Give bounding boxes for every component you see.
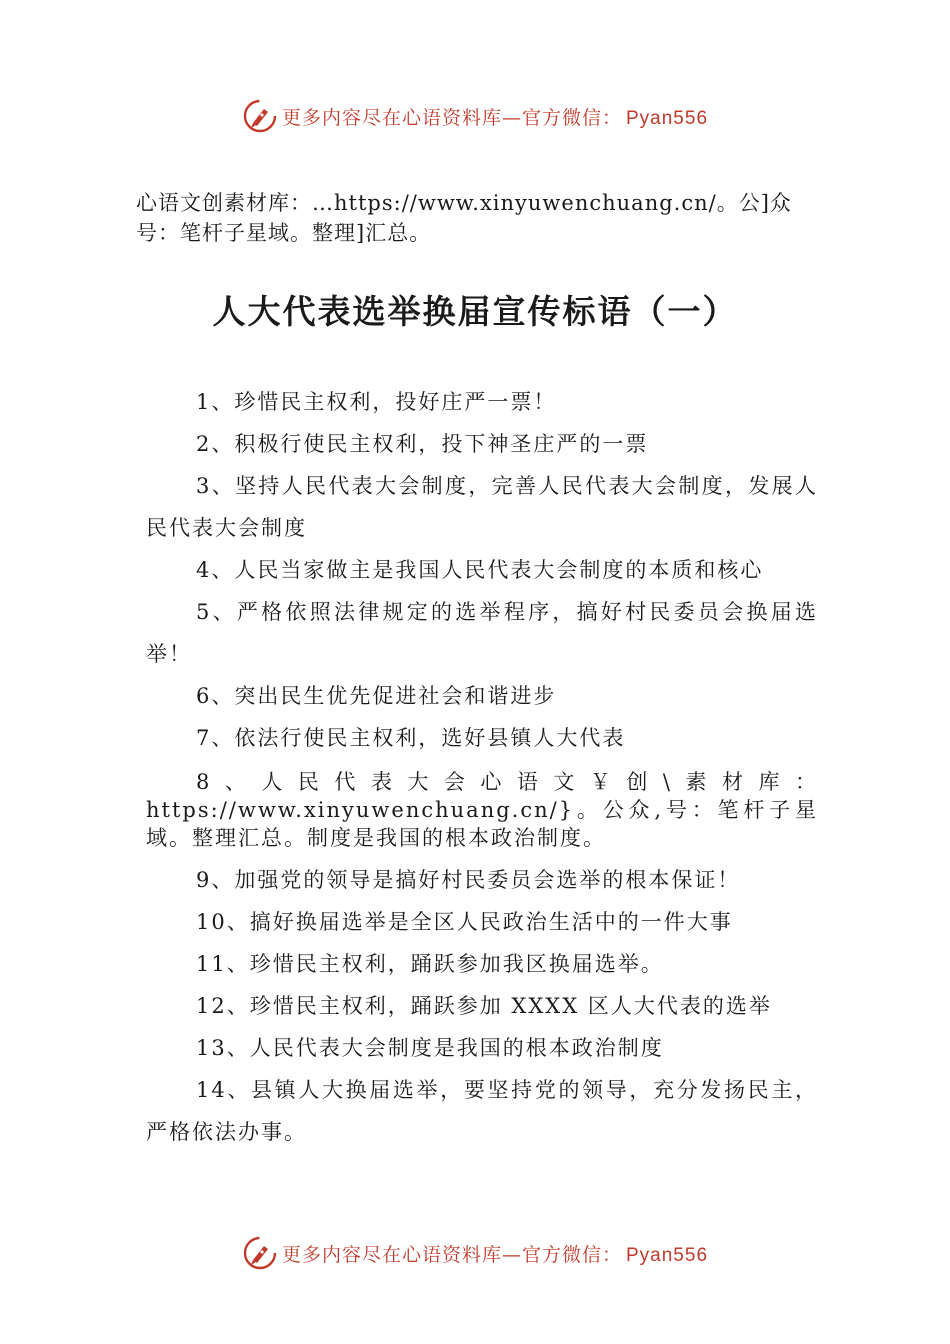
page-title: 人大代表选举换届宣传标语（一） bbox=[212, 292, 738, 331]
banner-wechat-label: 官方微信： bbox=[521, 106, 622, 129]
list-item: 2、积极行使民主权利，投下神圣庄严的一票 bbox=[196, 432, 649, 456]
banner-library-text: 更多内容尽在心语资料库 bbox=[281, 106, 502, 129]
pen-nib-logo-icon bbox=[242, 1235, 278, 1271]
list-item: 9、加强党的领导是搞好村民委员会选举的根本保证！ bbox=[196, 868, 741, 892]
banner-dash: — bbox=[501, 106, 522, 129]
list-item: 13、人民代表大会制度是我国的根本政治制度 bbox=[196, 1036, 664, 1060]
list-item: 14、县镇人大换届选举，要坚持党的领导，充分发扬民主，严格依法办事。 bbox=[146, 1078, 818, 1144]
banner-account: Pyan556 bbox=[626, 107, 709, 129]
list-item: 1、珍惜民主权利，投好庄严一票！ bbox=[196, 390, 557, 414]
list-item: 6、突出民生优先促进社会和谐进步 bbox=[196, 684, 557, 708]
list-item: 5、严格依照法律规定的选举程序，搞好村民委员会换届选举！ bbox=[146, 600, 818, 666]
banner-text bbox=[282, 1240, 708, 1267]
pen-nib-logo-icon bbox=[242, 98, 278, 134]
banner-text bbox=[282, 103, 708, 130]
banner-account: Pyan556 bbox=[626, 1244, 709, 1266]
footer-banner bbox=[0, 1233, 950, 1273]
source-note: 心语文创素材库：…https://www.xinyuwenchuang.cn/。公]众号：笔杆子星域。整理]汇总。 bbox=[136, 191, 792, 245]
slogan-list bbox=[146, 381, 818, 1153]
list-item: 10、搞好换届选举是全区人民政治生活中的一件大事 bbox=[196, 910, 733, 934]
banner-library-text: 更多内容尽在心语资料库 bbox=[281, 1243, 502, 1266]
list-item: 4、人民当家做主是我国人民代表大会制度的本质和核心 bbox=[196, 558, 764, 582]
list-item: 11、珍惜民主权利，踊跃参加我区换届选举。 bbox=[196, 952, 664, 976]
banner-dash: — bbox=[501, 1243, 522, 1266]
banner-wechat-label: 官方微信： bbox=[521, 1243, 622, 1266]
list-item: 7、依法行使民主权利，选好县镇人大代表 bbox=[196, 726, 626, 750]
list-item: 8、人民代表大会心语文￥创\素材库：https://www.xinyuwenchuang.cn/}。公众,号：笔杆子星域。整理汇总。制度是我国的根本政治制度。 bbox=[146, 770, 818, 850]
list-item: 3、坚持人民代表大会制度，完善人民代表大会制度，发展人民代表大会制度 bbox=[146, 474, 818, 540]
list-item: 12、珍惜民主权利，踊跃参加 XXXX 区人大代表的选举 bbox=[196, 994, 772, 1018]
header-banner bbox=[0, 96, 950, 136]
